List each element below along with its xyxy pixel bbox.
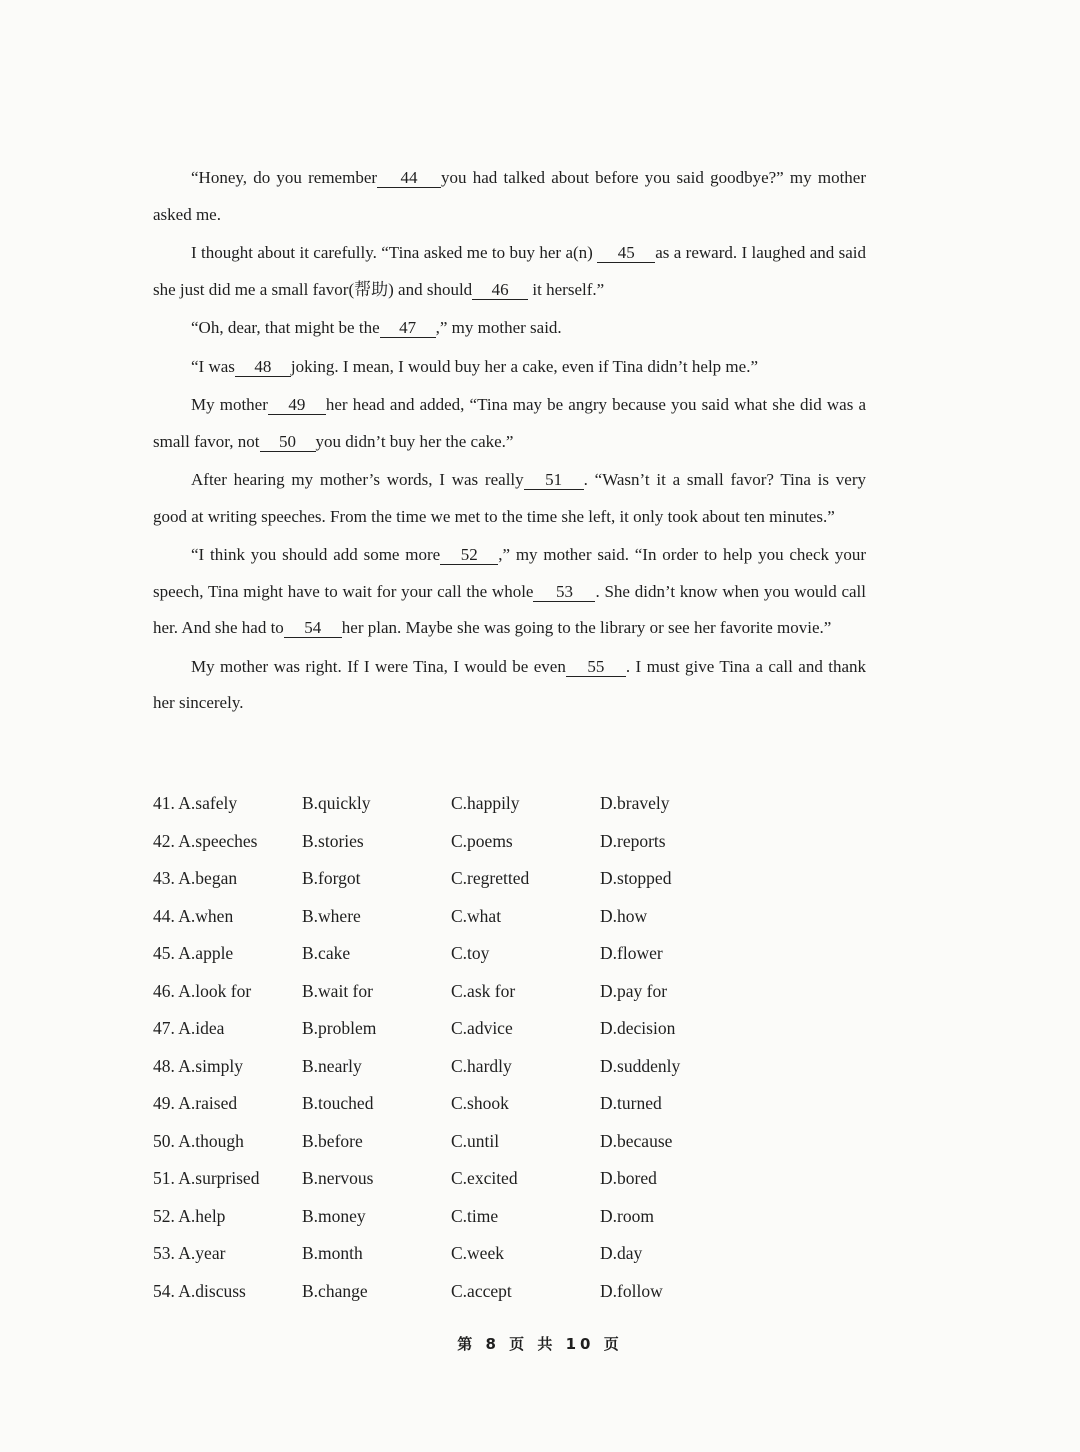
passage-paragraph <box>153 235 866 308</box>
page-number-footer: 第 8 页 共 10 页 <box>457 1335 623 1353</box>
option-c: C.excited <box>451 1168 518 1189</box>
option-c: C.toy <box>451 943 490 964</box>
option-row <box>153 1273 753 1311</box>
option-d: D.decision <box>600 1018 676 1039</box>
option-b: B.forgot <box>302 868 361 889</box>
passage-paragraph <box>153 310 866 347</box>
option-b: B.before <box>302 1130 363 1151</box>
passage-text: her plan. Maybe she was going to the library or see her favorite movie.” <box>341 618 832 637</box>
blank-45: 45 <box>597 244 655 263</box>
option-a: 54. A.discuss <box>153 1280 246 1301</box>
passage-text: “I was <box>191 356 235 376</box>
option-b: B.nearly <box>302 1055 362 1076</box>
passage-text: After hearing my mother’s words, I was really <box>191 470 524 489</box>
option-a: 41. A.safely <box>153 793 238 814</box>
option-a: 43. A.began <box>153 868 238 889</box>
option-a: 51. A.surprised <box>153 1168 260 1189</box>
option-d: D.bored <box>600 1168 657 1189</box>
answer-options <box>153 785 753 1310</box>
option-a: 46. A.look for <box>153 980 252 1001</box>
passage-text: as a reward. I laughed and said she just did me a small favor(帮助) and should <box>153 243 866 299</box>
passage-text: . She didn’t know when you would call her. And she had to <box>153 581 866 637</box>
passage-text: her head and added, “Tina may be angry because you said what she did was a small favor, not <box>153 395 866 451</box>
passage-text: “Oh, dear, that might be the <box>191 318 380 337</box>
passage-text: ,” my mother said. <box>435 318 562 337</box>
option-d: D.follow <box>600 1280 663 1301</box>
blank-44: 44 <box>377 169 441 188</box>
option-b: B.month <box>302 1243 363 1264</box>
passage-paragraph <box>153 537 866 647</box>
passage-paragraph <box>153 649 866 722</box>
passage-text: I thought about it carefully. “Tina asked me to buy her a(n) <box>191 243 598 262</box>
blank-52: 52 <box>440 546 498 565</box>
option-d: D.how <box>600 905 648 926</box>
option-d: D.stopped <box>600 868 672 889</box>
option-d: D.flower <box>600 943 663 964</box>
option-a: 53. A.year <box>153 1243 226 1264</box>
passage-paragraph <box>153 462 866 535</box>
option-c: C.until <box>451 1130 500 1151</box>
passage-text: “I think you should add some more <box>191 545 441 564</box>
option-b: B.cake <box>302 943 351 964</box>
passage-text: My mother was right. If I were Tina, I would be even <box>191 656 566 676</box>
option-d: D.pay for <box>600 980 668 1001</box>
option-c: C.hardly <box>451 1055 512 1076</box>
option-b: B.problem <box>302 1018 377 1039</box>
passage-paragraph <box>153 387 866 460</box>
option-row <box>153 860 753 898</box>
option-b: B.change <box>302 1280 368 1301</box>
option-d: D.suddenly <box>600 1055 681 1076</box>
blank-48: 48 <box>235 358 291 377</box>
option-b: B.stories <box>302 830 364 851</box>
option-c: C.happily <box>451 793 520 814</box>
option-c: C.accept <box>451 1280 512 1301</box>
option-row <box>153 1048 753 1086</box>
option-a: 50. A.though <box>153 1130 244 1151</box>
passage-paragraph <box>153 349 866 386</box>
option-b: B.where <box>302 905 361 926</box>
passage-text: you had talked about before you said goodbye?” my mother asked me. <box>153 168 866 224</box>
passage-text: ,” my mother said. “In order to help you check your speech, Tina might have to wait for your call the whole <box>153 545 866 601</box>
option-a: 47. A.idea <box>153 1018 225 1039</box>
option-c: C.time <box>451 1205 499 1226</box>
option-row <box>153 935 753 973</box>
option-a: 48. A.simply <box>153 1055 243 1076</box>
option-b: B.nervous <box>302 1168 374 1189</box>
passage-text: it herself.” <box>528 279 605 299</box>
option-a: 42. A.speeches <box>153 830 258 851</box>
option-b: B.wait for <box>302 980 373 1001</box>
option-a: 44. A.when <box>153 905 234 926</box>
passage-text: . “Wasn’t it a small favor? Tina is very good at writing speeches. From the time we met to the time she left, it only took about ten minutes.” <box>153 470 866 526</box>
option-c: C.shook <box>451 1093 509 1114</box>
cloze-passage <box>153 160 866 724</box>
passage-paragraph <box>153 160 866 233</box>
blank-50: 50 <box>260 433 316 452</box>
option-d: D.reports <box>600 830 666 851</box>
blank-46: 46 <box>472 281 528 300</box>
option-row <box>153 823 753 861</box>
option-row <box>153 1123 753 1161</box>
blank-47: 47 <box>380 319 436 338</box>
option-a: 52. A.help <box>153 1205 226 1226</box>
blank-51: 51 <box>524 471 584 490</box>
option-row <box>153 1198 753 1236</box>
option-c: C.ask for <box>451 980 516 1001</box>
option-a: 45. A.apple <box>153 943 234 964</box>
option-a: 49. A.raised <box>153 1093 238 1114</box>
option-row <box>153 785 753 823</box>
option-d: D.because <box>600 1130 673 1151</box>
option-b: B.money <box>302 1205 366 1226</box>
option-b: B.touched <box>302 1093 374 1114</box>
option-row <box>153 1160 753 1198</box>
blank-53: 53 <box>533 583 595 602</box>
blank-54: 54 <box>284 619 342 638</box>
option-b: B.quickly <box>302 793 371 814</box>
passage-text: joking. I mean, I would buy her a cake, even if Tina didn’t help me.” <box>290 356 758 376</box>
passage-text: you didn’t buy her the cake.” <box>315 431 514 451</box>
option-row <box>153 1235 753 1273</box>
option-c: C.week <box>451 1243 504 1264</box>
blank-49: 49 <box>268 396 326 415</box>
option-d: D.day <box>600 1243 643 1264</box>
option-c: C.regretted <box>451 868 530 889</box>
option-c: C.what <box>451 905 502 926</box>
passage-text: “Honey, do you remember <box>191 168 378 187</box>
option-row <box>153 1010 753 1048</box>
option-d: D.turned <box>600 1093 662 1114</box>
passage-text: My mother <box>191 395 268 414</box>
option-row <box>153 898 753 936</box>
option-d: D.room <box>600 1205 654 1226</box>
option-row <box>153 1085 753 1123</box>
option-d: D.bravely <box>600 793 670 814</box>
option-row <box>153 973 753 1011</box>
passage-text: . I must give Tina a call and thank her sincerely. <box>153 656 867 712</box>
option-c: C.advice <box>451 1018 513 1039</box>
option-c: C.poems <box>451 830 513 851</box>
blank-55: 55 <box>566 658 626 677</box>
